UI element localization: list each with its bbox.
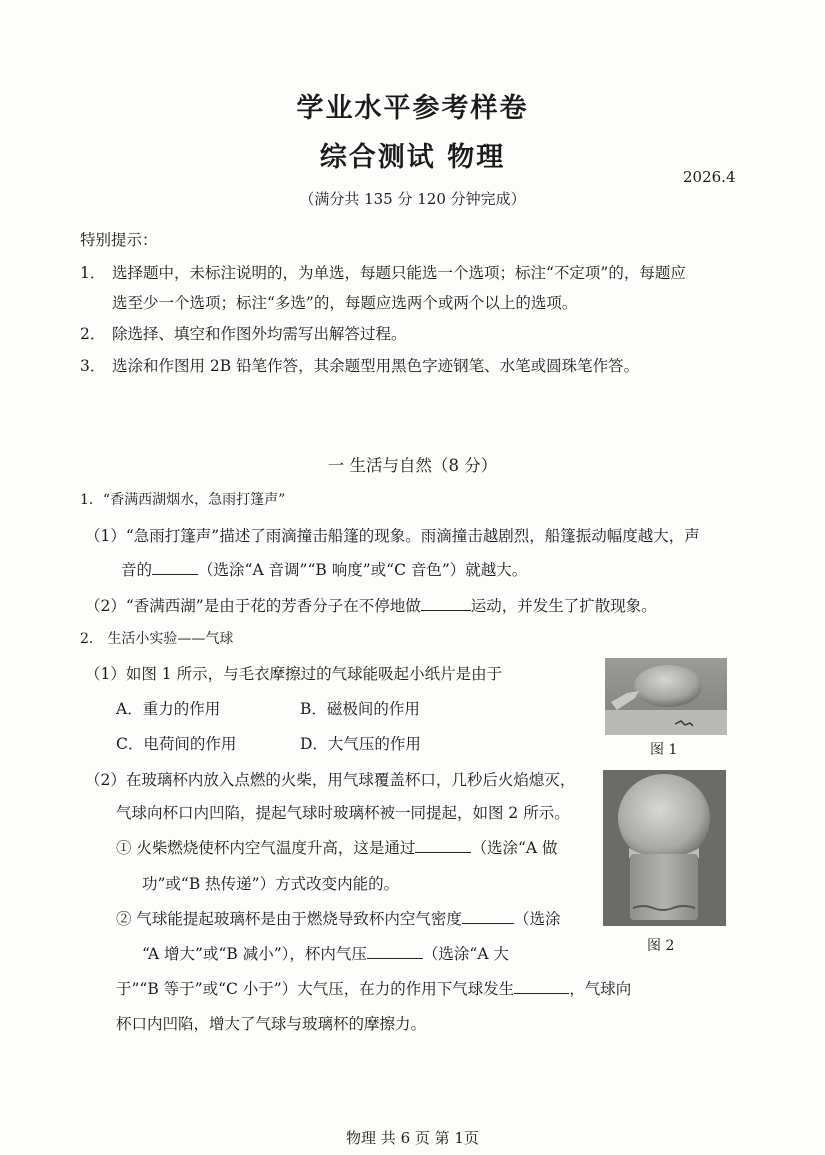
exam-subtitle: 综合测试 物理	[319, 142, 506, 173]
section-title: 一 生活与自然（8 分）	[327, 456, 498, 475]
q2-part1: （1）如图 1 所示，与毛衣摩擦过的气球能吸起小纸片是由于	[85, 665, 503, 683]
note-1-line2: 选至少一个选项；标注“多选”的，每题应选两个或两个以上的选项。	[112, 294, 578, 312]
figure-1-caption: 图 1	[650, 742, 678, 758]
q2-answer-blank-2[interactable]	[462, 909, 514, 924]
q1-part2-text-a: （2）“香满西湖”是由于花的芳香分子在不停地做	[85, 597, 421, 615]
option-d[interactable]: D．大气压的作用	[300, 735, 421, 753]
q2-answer-blank-3[interactable]	[367, 944, 423, 959]
notes-heading: 特别提示：	[80, 231, 158, 249]
q2-sub2-text-a: ② 气球能提起玻璃杯是由于燃烧导致杯内空气密度	[116, 910, 462, 928]
q1-part1-line1: （1）“急雨打篷声”描述了雨滴撞击船篷的现象。雨滴撞击越剧烈，船篷振动幅度越大，声	[85, 527, 700, 545]
q2-sub2-line4: 杯口内凹陷，增大了气球与玻璃杯的摩擦力。	[116, 1015, 427, 1033]
option-b[interactable]: B．磁极间的作用	[300, 700, 420, 718]
exam-title: 学业水平参考样卷	[296, 93, 529, 124]
note-2-text: 除选择、填空和作图外均需写出解答过程。	[112, 325, 407, 343]
q1-part1-line2	[121, 558, 527, 580]
q2-sub2-text-b: （选涂	[513, 910, 561, 928]
q1-answer-blank-2[interactable]	[421, 596, 471, 611]
q2-sub1-line1	[116, 836, 557, 858]
figure-2-caption: 图 2	[647, 938, 675, 954]
q2-sub2-text-f: ，气球向	[569, 980, 632, 998]
q2-part2-line1: （2）在玻璃杯内放入点燃的火柴，用气球覆盖杯口，几秒后火焰熄灭，	[85, 771, 576, 789]
q1-part1-text-b: （选涂“A 音调”“B 响度”或“C 音色”）就越大。	[198, 561, 528, 579]
q2-sub2-line3	[116, 977, 631, 999]
q2-sub1-text-b: （选涂“A 做	[471, 839, 558, 857]
q1-part1-text-a: 音的	[121, 561, 153, 579]
q2-stem: 2． 生活小实验——气球	[80, 631, 234, 647]
q1-answer-blank-1[interactable]	[152, 560, 198, 575]
figure-2-glass-photo	[603, 770, 726, 926]
q2-sub2-line1	[116, 907, 560, 929]
q2-sub2-text-c: “A 增大”或“B 减小”），杯内气压	[142, 945, 367, 963]
figure-1-balloon-photo	[605, 658, 727, 735]
note-3-number: 3．	[80, 357, 106, 375]
q2-sub2-line2	[142, 942, 509, 964]
q2-part2-line2: 气球向杯口内凹陷，提起气球时玻璃杯被一同提起，如图 2 所示。	[116, 804, 570, 822]
q2-sub1-line2: 功”或“B 热传递”）方式改变内能的。	[142, 875, 400, 893]
figure-1-drawing	[605, 658, 727, 735]
note-1-line1: 选择题中，未标注说明的，为单选，每题只能选一个选项；标注“不定项”的，每题应	[112, 264, 686, 282]
q2-sub2-text-e: 于”“B 等于”或“C 小于”）大气压，在力的作用下气球发生	[116, 980, 515, 998]
balloon-on-glass	[618, 774, 710, 862]
q2-answer-blank-4[interactable]	[514, 979, 569, 994]
note-2-number: 2．	[80, 325, 106, 343]
score-info: （满分共 135 分 120 分钟完成）	[299, 190, 526, 208]
note-3-text: 选涂和作图用 2B 铅笔作答，其余题型用黑色字迹钢笔、水笔或圆珠笔作答。	[112, 357, 640, 375]
q1-part2-text-b: 运动，并发生了扩散现象。	[470, 597, 657, 615]
q1-stem: 1．“香满西湖烟水，急雨打篷声”	[80, 492, 286, 508]
q2-sub1-text-a: ① 火柴燃烧使杯内空气温度升高，这是通过	[116, 839, 416, 857]
q2-answer-blank-1[interactable]	[415, 838, 471, 853]
figure-2-drawing	[603, 770, 726, 926]
balloon-shape	[634, 665, 702, 707]
option-c[interactable]: C．电荷间的作用	[116, 735, 237, 753]
q2-sub2-text-d: （选涂“A 大	[422, 945, 509, 963]
page-footer: 物理 共 6 页 第 1页	[346, 1129, 479, 1147]
option-a[interactable]: A．重力的作用	[116, 700, 221, 718]
note-1-number: 1．	[80, 264, 106, 282]
q1-part2	[85, 594, 657, 616]
exam-date: 2026.4	[683, 168, 736, 186]
